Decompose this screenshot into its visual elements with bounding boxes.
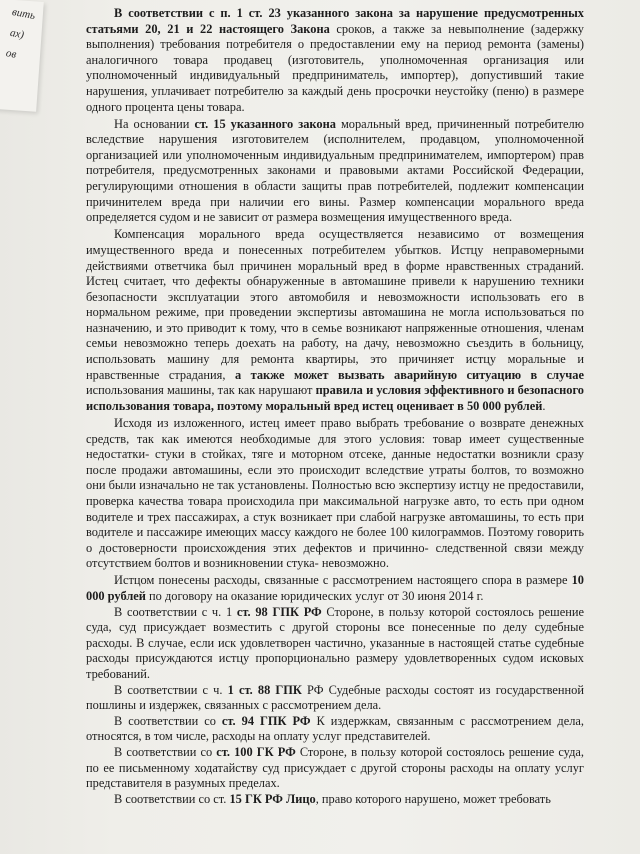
text-run: . <box>542 398 546 413</box>
margin-fragment: ах) <box>9 26 25 42</box>
text-run: 15 ГК РФ Лицо <box>229 791 316 806</box>
text-run: Исходя из изложенного, истец имеет право выбрать требование о возврате денежных средств, так как имеются необходимые для этого условия: товар имеет существенные недостатки- стуки в стойках, тяге и моторном отсеке, данные недостатки возникли сразу после продажи автомашины, если это происходит вследствие утраты болтов, то возможно они были изначально не так установлены. Полностью всю экспертизу истцу не предоставили, проверка качества товара происходила при максимальной нагрузке авто, то есть при одном водителе и трех пассажирах, а стук возникает при слабой нагрузке автомашины, то есть при водителе и пассажире имеющих массу каждого не более 100 килограммов. Поэтому говорить о достоверности происхождения этих дефектов и причинно- следственной связи между отсутствием болтов и возникновении стука- невозможно. <box>86 415 584 571</box>
text-run: В соответствии с ч. 1 <box>114 604 237 619</box>
text-run: 10 000 рублей <box>86 573 584 603</box>
paragraph-art-94 <box>86 714 584 745</box>
text-run: На основании <box>114 116 195 131</box>
paragraph-penalty <box>86 6 584 115</box>
text-run: К издержкам, связанным с рассмотрением дела, относятся, в том числе, расходы на оплату услуг представителей. <box>86 713 584 744</box>
text-run: ст. 94 ГПК РФ <box>221 713 311 728</box>
text-run: Стороне, в пользу которой состоялось решение суда, суд присуждает возместить с другой стороны все понесенные по делу судебные расходы. В случае, если иск удовлетворен частично, указанные в настоящей статье судебные расходы присуждаются истцу пропорционально размеру удовлетворенных судом исковых требований. <box>86 604 584 681</box>
text-run: Компенсация морального вреда осуществляется независимо от возмещения имущественного вреда и понесенных потребителем убытков. Истцу неправомерными действиями ответчика был причинен моральный вред в форме нравственных страданий. Истец считает, что дефекты обнаруженные в автомашине привели к нарушению техники безопасности эксплуатации этого автомобиля и невозможности использовать его в нормальном режиме, при проведении экспертизы автомашина не могла использоваться по назначению, и это приводит к тому, что в семье возникают напряженные отношения, членам семьи невозможно теперь доехать на работу, на дачу, невозможно съездить в больницу, использовать машину для ремонта квартиры, это причиняет истцу моральные и нравственные страдания, <box>86 227 584 382</box>
paragraph-refund-claim <box>86 416 584 572</box>
paragraph-moral-damage-law <box>86 117 584 226</box>
document-text <box>86 6 584 807</box>
text-run: ст. 15 указанного закона <box>194 116 336 131</box>
paragraph-art-98 <box>86 605 584 683</box>
text-run: РФ Судебные расходы состоят из государственной пошлины и издержек, связанных с рассмотрением дела. <box>86 682 584 713</box>
text-run: моральный вред, причиненный потребителю вследствие нарушения изготовителем (исполнителем, продавцом, уполномоченной организацией или уполномоченным индивидуальным предпринимателем, импортером) прав потребителя, предусмотренных законами и правовыми актами Российской Федерации, регулирующими отношения в области защиты прав потребителей, подлежит компенсации причинителем вреда при наличии его вины. Размер компенсации морального вреда определяется судом и не зависит от размера возмещения имущественного вреда. <box>86 116 584 225</box>
text-run: ст. 98 ГПК РФ <box>236 604 322 619</box>
text-run: В соответствии со <box>114 713 222 728</box>
text-run: правила и условия эффективного и безопасного использования товара, поэтому моральный вред истец оценивает в 50 000 рублей <box>86 383 584 413</box>
text-run: В соответствии со ст. <box>114 791 230 806</box>
text-run: по договору на оказание юридических услуг от 30 июня 2014 г. <box>145 588 484 603</box>
text-run: В соответствии со <box>114 744 217 759</box>
text-run: использования машины, так как нарушают <box>86 383 316 398</box>
text-run: В соответствии с ч. <box>114 682 228 697</box>
margin-fragment: вить <box>11 6 37 22</box>
paragraph-art-100 <box>86 745 584 792</box>
text-run: ст. 100 ГК РФ <box>216 744 296 759</box>
paragraph-art-15 <box>86 792 584 808</box>
text-run: В соответствии с п. 1 ст. 23 указанного закона за нарушение предусмотренных статьями 20, 21 и 22 настоящего Закона <box>86 6 584 36</box>
text-run: Истцом понесены расходы, связанные с рассмотрением настоящего спора в размере <box>114 573 572 588</box>
paragraph-art-88 <box>86 683 584 714</box>
text-run: Стороне, в пользу которой состоялось решение суда, по ее письменному ходатайству суд присуждает с другой стороны расходы на оплату услуг представителя в разумных пределах. <box>86 744 585 791</box>
paragraph-moral-damage-claim <box>86 227 584 414</box>
text-run: а также может вызвать аварийную ситуацию в случае <box>234 367 584 382</box>
text-run: , право которого нарушено, может требовать <box>315 791 551 806</box>
text-run: сроков, а также за невыполнение (задержку выполнения) требования потребителя о предоставлении ему на период ремонта (замены) аналогичного товара продавец (изготовитель, уполномоченная организация или уполномоченный индивидуальный предприниматель, импортер), допустивший такие нарушения, уплачивает потребителю за каждый день просрочки неустойку (пеню) в размере одного процента цены товара. <box>86 21 584 114</box>
paragraph-legal-expenses <box>86 573 584 604</box>
text-run: 1 ст. 88 ГПК <box>227 682 302 697</box>
margin-fragment: ов <box>5 47 18 61</box>
